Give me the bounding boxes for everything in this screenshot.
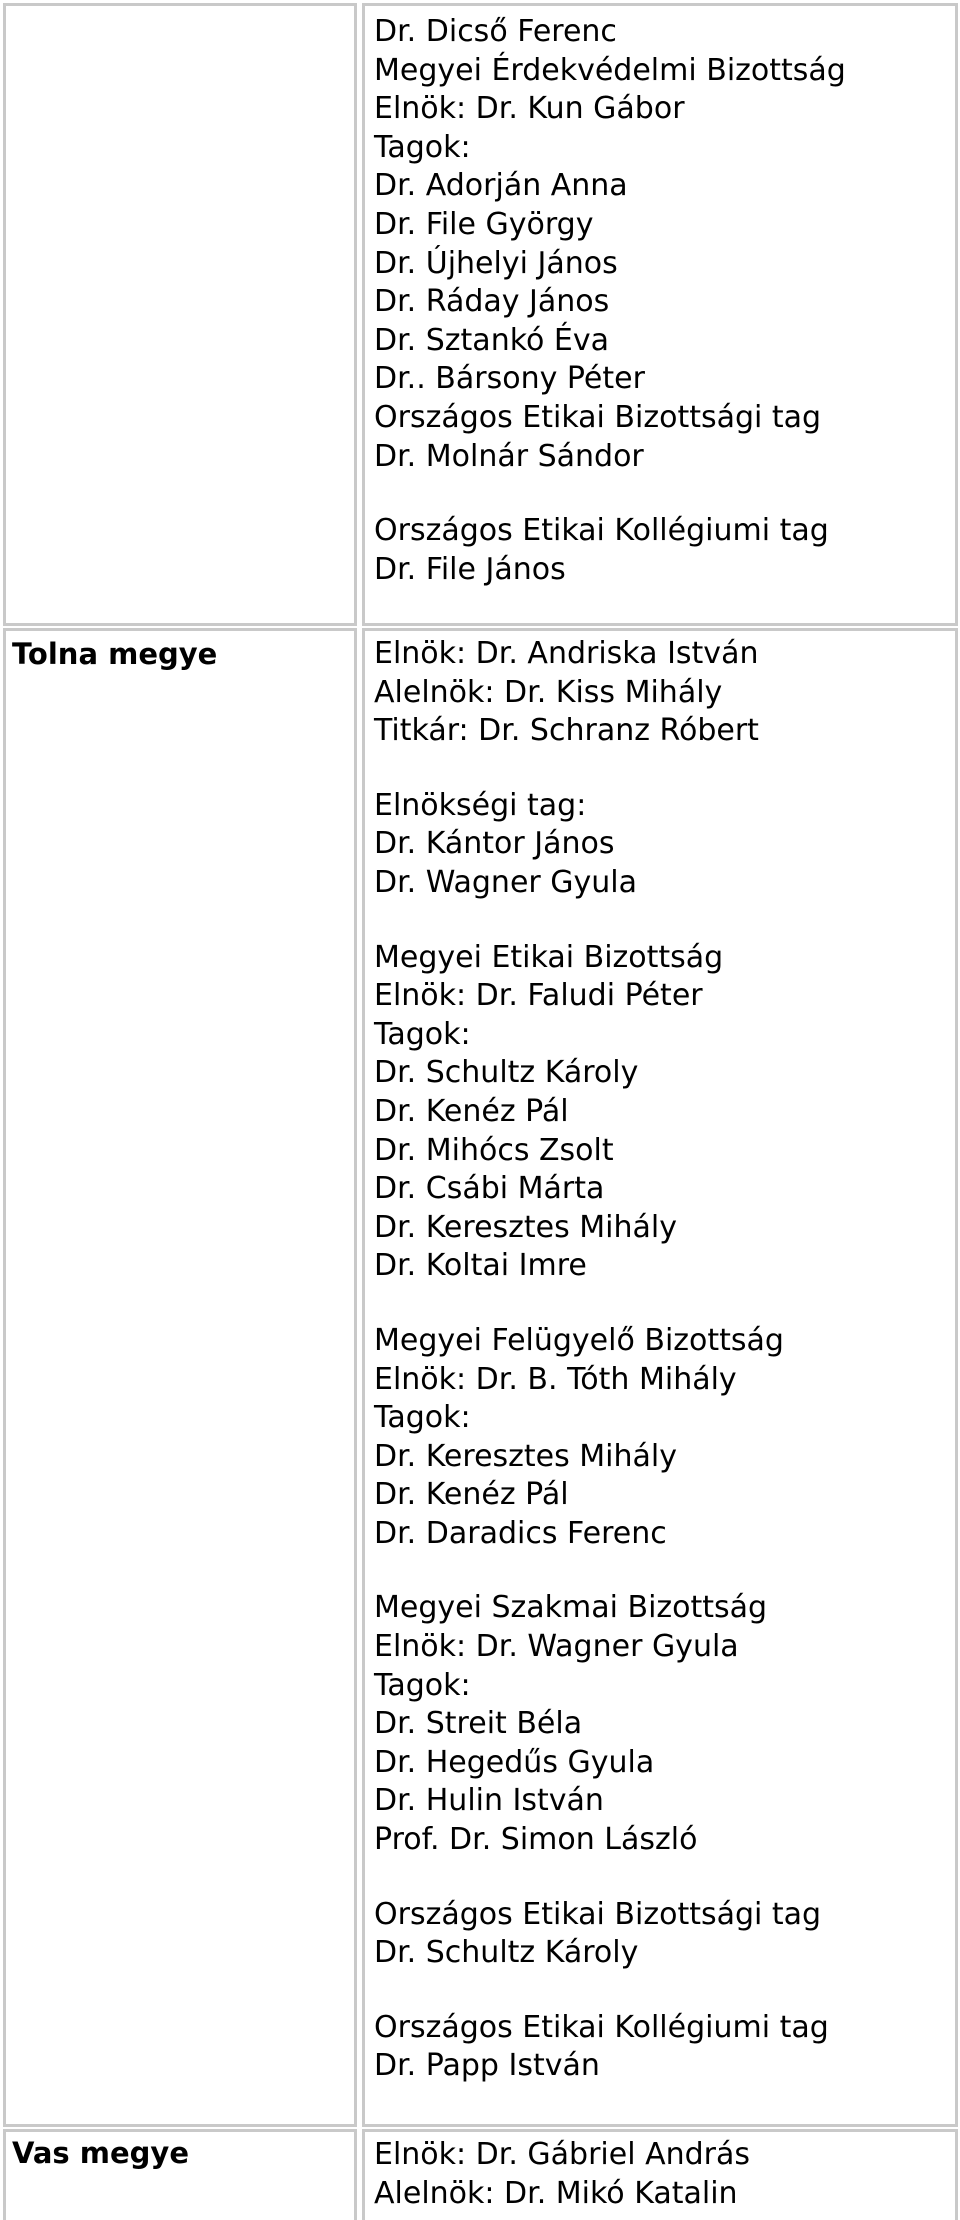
line: Elnök: Dr. Andriska István [374, 636, 759, 671]
member-lines [374, 2136, 750, 2213]
line: Országos Etikai Kollégiumi tag [374, 2009, 829, 2045]
line: Alelnök: Dr. Kiss Mihály [374, 674, 723, 710]
county-name: Vas megye [12, 2136, 190, 2170]
spacer [374, 1860, 829, 1896]
line: Dr. Hulin István [374, 1783, 604, 1819]
line: Dr.. Bársony Péter [374, 361, 645, 397]
spacer [374, 1973, 829, 2009]
line: Dr. Daradics Ferenc [374, 1515, 667, 1551]
members-cell [362, 3, 958, 626]
spacer [374, 903, 829, 939]
line: Titkár: Dr. Schranz Róbert [374, 713, 759, 749]
member-lines [374, 635, 829, 2086]
table-row [0, 628, 960, 2127]
line: Tagok: [374, 1016, 471, 1052]
line: Dr. Csábi Márta [374, 1171, 605, 1207]
line: Dr. File János [374, 551, 566, 587]
spacer [374, 751, 829, 787]
line: Alelnök: Dr. Mikó Katalin [374, 2175, 738, 2211]
line: Dr. Újhelyi János [374, 245, 618, 281]
line: Dr. Kenéz Pál [374, 1093, 569, 1129]
line: Elnök: Dr. Gábriel András [374, 2137, 751, 2172]
line: Dr. Papp István [374, 2048, 600, 2084]
line: Elnök: Dr. Faludi Péter [374, 978, 703, 1014]
line: Dr. Adorján Anna [374, 168, 628, 204]
line: Dr. Schultz Károly [374, 1935, 639, 1971]
line: Tagok: [374, 1400, 471, 1436]
county-cell [3, 3, 357, 626]
line: Megyei Etikai Bizottság [374, 939, 724, 975]
line: Megyei Felügyelő Bizottság [374, 1322, 784, 1358]
line: Dr. Hegedűs Gyula [374, 1744, 655, 1780]
line: Megyei Érdekvédelmi Bizottság [374, 52, 846, 88]
line: Dr. Wagner Gyula [374, 864, 637, 900]
line: Elnök: Dr. Wagner Gyula [374, 1629, 739, 1665]
line: Dr. Schultz Károly [374, 1055, 639, 1091]
county-name: Tolna megye [12, 637, 218, 671]
table-row [0, 3, 960, 626]
spacer [374, 476, 846, 512]
line: Dr. Kenéz Pál [374, 1477, 569, 1513]
line: Tagok: [374, 129, 471, 165]
line: Dr. Koltai Imre [374, 1248, 587, 1284]
line: Országos Etikai Bizottsági tag [374, 1896, 822, 1932]
line: Országos Etikai Bizottsági tag [374, 399, 822, 435]
line: Dr. Sztankó Éva [374, 322, 609, 358]
spacer [374, 1553, 829, 1589]
line: Dr. File György [374, 206, 594, 242]
county-cell [3, 2129, 357, 2220]
members-cell [362, 2129, 958, 2220]
line: Dr. Streit Béla [374, 1706, 583, 1742]
line: Dr. Ráday János [374, 284, 610, 320]
table-row [0, 2129, 960, 2220]
line: Megyei Szakmai Bizottság [374, 1590, 768, 1626]
line: Tagok: [374, 1667, 471, 1703]
member-lines [374, 13, 846, 589]
line: Dr. Keresztes Mihály [374, 1209, 677, 1245]
line: Elnökségi tag: [374, 787, 587, 823]
line: Elnök: Dr. Kun Gábor [374, 91, 685, 127]
line: Országos Etikai Kollégiumi tag [374, 513, 829, 549]
spacer [374, 1286, 829, 1322]
line: Elnök: Dr. B. Tóth Mihály [374, 1361, 737, 1397]
line: Dr. Keresztes Mihály [374, 1438, 677, 1474]
line: Dr. Dicső Ferenc [374, 14, 617, 49]
county-cell [3, 628, 357, 2127]
line: Dr. Mihócs Zsolt [374, 1132, 614, 1168]
line: Prof. Dr. Simon László [374, 1822, 698, 1858]
line: Dr. Molnár Sándor [374, 438, 644, 474]
line: Dr. Kántor János [374, 826, 615, 862]
members-cell [362, 628, 958, 2127]
